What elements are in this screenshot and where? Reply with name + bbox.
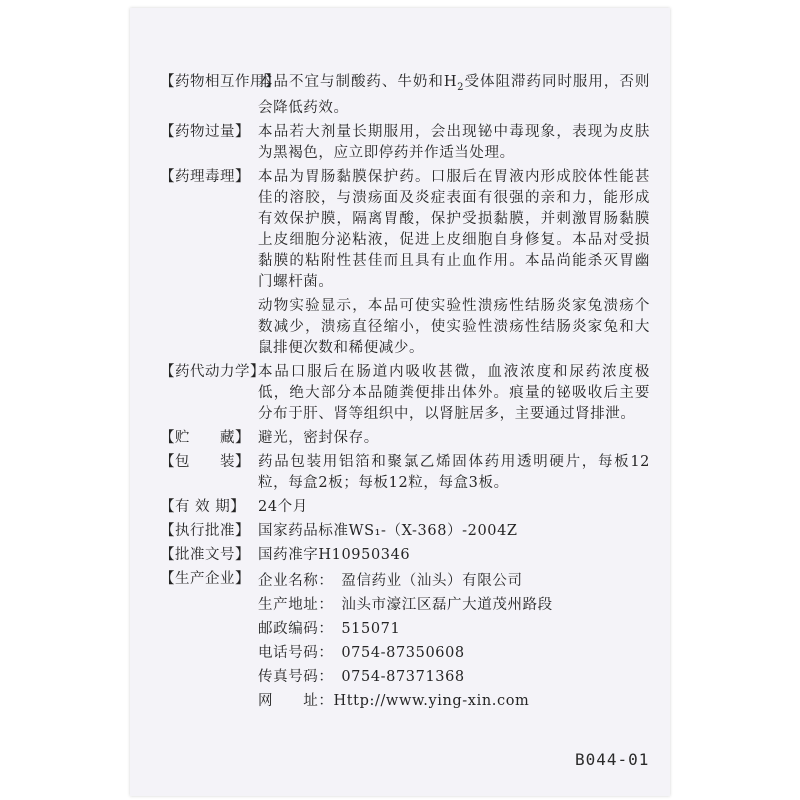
document-code: B044-01	[575, 750, 650, 769]
section-overdose	[160, 122, 650, 164]
leaflet-content	[160, 72, 650, 716]
section-approval	[160, 545, 650, 566]
manufacturer-details	[258, 569, 650, 713]
section-text: 药品包装用铝箔和聚氯乙烯固体药用透明硬片，每板12粒，每盒2板；每板12粒，每盒3板。	[258, 453, 650, 491]
section-label: 【执行批准】	[160, 522, 250, 539]
company-website: 网 址：Http://www.ying-xin.com	[258, 692, 530, 709]
section-label: 【药代动力学】	[160, 363, 265, 380]
section-interactions	[160, 72, 650, 119]
section-text: 避光，密封保存。	[258, 429, 379, 446]
section-label: 【药物相互作用】	[160, 74, 280, 90]
section-pharmacokinetics	[160, 362, 650, 425]
section-label: 【药理毒理】	[160, 168, 250, 185]
section-label: 【药物过量】	[160, 123, 250, 140]
section-text: 本品口服后在肠道内吸收甚微，血液浓度和尿药浓度极低，绝大部分本品随粪便排出体外。痕量的铋吸收后主要分布于肝、肾等组织中，以肾脏居多，主要通过肾排泄。	[258, 363, 650, 422]
section-text: 本品若大剂量长期服用，会出现铋中毒现象，表现为皮肤为黑褐色，应立即停药并作适当处理。	[258, 123, 650, 161]
section-label: 【有 效 期】	[160, 498, 246, 515]
section-text: 本品不宜与制酸药、牛奶和$H_2$受体阻滞药同时服用，否则会降低药效。	[258, 74, 650, 116]
section-text: 本品为胃肠黏膜保护药。口服后在胃液内形成胶体性能甚佳的溶胶，与溃疡面及炎症表面有很强的亲和力，能形成有效保护膜，隔离胃酸，保护受损黏膜，并刺激胃肠黏膜上皮细胞分泌粘液，促进上皮细胞自身修复。本品对受损黏膜的粘附性甚佳而且具有止血作用。本品尚能杀灭胃幽门螺杆菌。	[258, 168, 650, 290]
section-manufacturer	[160, 569, 650, 713]
company-phone: 电话号码： 0754-87350608	[258, 644, 465, 661]
section-validity	[160, 497, 650, 518]
section-text: 国家药品标准WS₁-（X-368）-2004Z	[258, 522, 518, 539]
section-standard	[160, 521, 650, 542]
section-label: 【贮 藏】	[160, 429, 250, 446]
section-storage	[160, 428, 650, 449]
section-label: 【批准文号】	[160, 546, 250, 563]
section-label: 【包 装】	[160, 453, 250, 470]
section-text: 国药准字H10950346	[258, 546, 411, 563]
company-address: 生产地址： 汕头市濠江区磊广大道茂州路段	[258, 596, 553, 613]
section-body	[258, 167, 650, 359]
company-fax: 传真号码： 0754-87371368	[258, 668, 465, 685]
section-label: 【生产企业】	[160, 570, 250, 587]
section-text-animal: 动物实验显示，本品可使实验性溃疡性结肠炎家兔溃疡个数减少，溃疡直径缩小，使实验性溃疡性结肠炎家兔和大鼠排便次数和稀便减少。	[258, 297, 650, 356]
company-name: 企业名称： 盈信药业（汕头）有限公司	[258, 572, 523, 589]
section-text: 24个月	[258, 498, 308, 515]
company-postcode: 邮政编码： 515071	[258, 620, 401, 637]
section-pharmacology	[160, 167, 650, 359]
section-package	[160, 452, 650, 494]
